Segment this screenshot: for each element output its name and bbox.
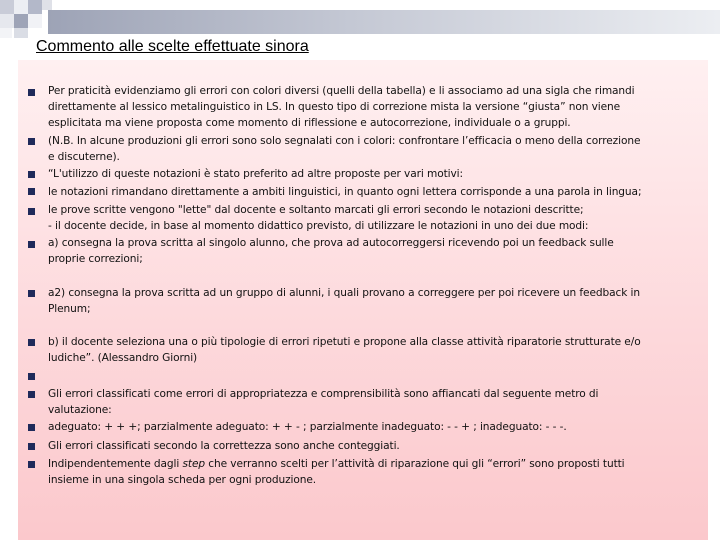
deco-square <box>28 0 42 14</box>
bullet-icon <box>28 138 35 145</box>
paragraph-quote-intro <box>48 166 700 182</box>
bullet-icon <box>28 89 35 96</box>
text-line: Per praticità evidenziamo gli errori con colori diversi (quelli della tabella) e li associamo ad una sigla che rimandi <box>48 85 635 97</box>
paragraph-appropriateness <box>48 386 700 418</box>
deco-square <box>28 14 42 28</box>
text-line: e discuterne). <box>48 151 120 164</box>
text-line: le prove scritte vengono "lette" dal docente e soltanto marcati gli errori secondo le notazioni descritte; <box>48 204 584 216</box>
bullet-icon <box>28 443 35 450</box>
bullet-icon <box>28 171 35 178</box>
text-segment-italic: step <box>182 458 205 470</box>
paragraph-color-coding <box>48 83 700 132</box>
deco-square <box>0 14 14 28</box>
bullet-icon <box>28 424 35 431</box>
bullet-icon <box>28 208 35 215</box>
deco-square <box>42 0 52 10</box>
bullet-icon <box>28 373 35 380</box>
text-line: direttamente al lessico metalinguistico in LS. In questo tipo di correzione mista la versione “giusta” non viene <box>48 101 621 114</box>
text-line: a) consegna la prova scritta al singolo alunno, che prova ad autocorreggersi ricevendo poi un feedback sulle <box>48 237 614 249</box>
text-line: Plenum; <box>48 303 91 316</box>
text-line: Gli errori classificati come errori di appropriatezza e comprensibilità sono affiancati dal seguente metro di <box>48 388 599 400</box>
title-bar-gradient <box>48 10 720 34</box>
text-line: “L'utilizzo di queste notazioni è stato preferito ad altre proposte per vari motivi: <box>48 168 463 180</box>
paragraph-repair-steps <box>48 456 700 488</box>
deco-square <box>14 0 28 14</box>
paragraph-option-b <box>48 334 700 366</box>
paragraph-notations <box>48 184 700 200</box>
text-segment: Indipendentemente dagli <box>48 458 183 470</box>
bullet-icon <box>28 391 35 398</box>
deco-square <box>14 28 28 38</box>
text-line: valutazione: <box>48 404 112 417</box>
paragraph-written-tests <box>48 202 700 234</box>
bullet-icon <box>28 188 35 195</box>
paragraph-correctness <box>48 438 700 454</box>
text-line: adeguato: + + +; parzialmente adeguato: + + - ; parzialmente inadeguato: - - + ; inadeguato: - - -. <box>48 421 567 433</box>
text-line: proprie correzioni; <box>48 253 143 266</box>
bullet-icon <box>28 241 35 248</box>
text-line: b) il docente seleziona una o più tipologie di errori ripetuti e propone alla classe attività riparatorie strutturate e/o <box>48 336 641 348</box>
text-line: Gli errori classificati secondo la correttezza sono anche conteggiati. <box>48 440 400 452</box>
text-line: a2) consegna la prova scritta ad un gruppo di alunni, i quali provano a correggere per poi ricevere un feedback in <box>48 287 641 299</box>
text-line: ludiche”. (Alessandro Giorni) <box>48 352 198 365</box>
deco-square <box>0 28 12 38</box>
text-line: esplicitata ma viene proposta come momento di riflessione e autocorrezione, individuale o a gruppi. <box>48 117 571 130</box>
text-line: - il docente decide, in base al momento didattico previsto, di utilizzare le notazioni in uno dei due modi: <box>48 220 589 233</box>
paragraph-option-a2 <box>48 285 700 317</box>
deco-square <box>14 14 28 28</box>
text-line: insieme in una singola scheda per ogni produzione. <box>48 474 317 487</box>
bullet-icon <box>28 461 35 468</box>
bullet-icon <box>28 290 35 297</box>
text-line: (N.B. In alcune produzioni gli errori sono solo segnalati con i colori: confrontare l’efficacia o meno della correzione <box>48 135 641 147</box>
paragraph-rating-scale <box>48 419 700 435</box>
bullet-icon <box>28 339 35 346</box>
slide-title: Commento alle scelte effettuate sinora <box>36 38 309 55</box>
paragraph-nb-note <box>48 133 700 165</box>
paragraph-option-a <box>48 235 700 267</box>
deco-square <box>0 0 14 14</box>
text-segment: che verranno scelti per l’attività di riparazione qui gli “errori” sono proposti tutti <box>205 458 625 470</box>
text-line: le notazioni rimandano direttamente a ambiti linguistici, in quanto ogni lettera corrisponde a una parola in lingua; <box>48 186 642 198</box>
text-line <box>48 456 700 472</box>
